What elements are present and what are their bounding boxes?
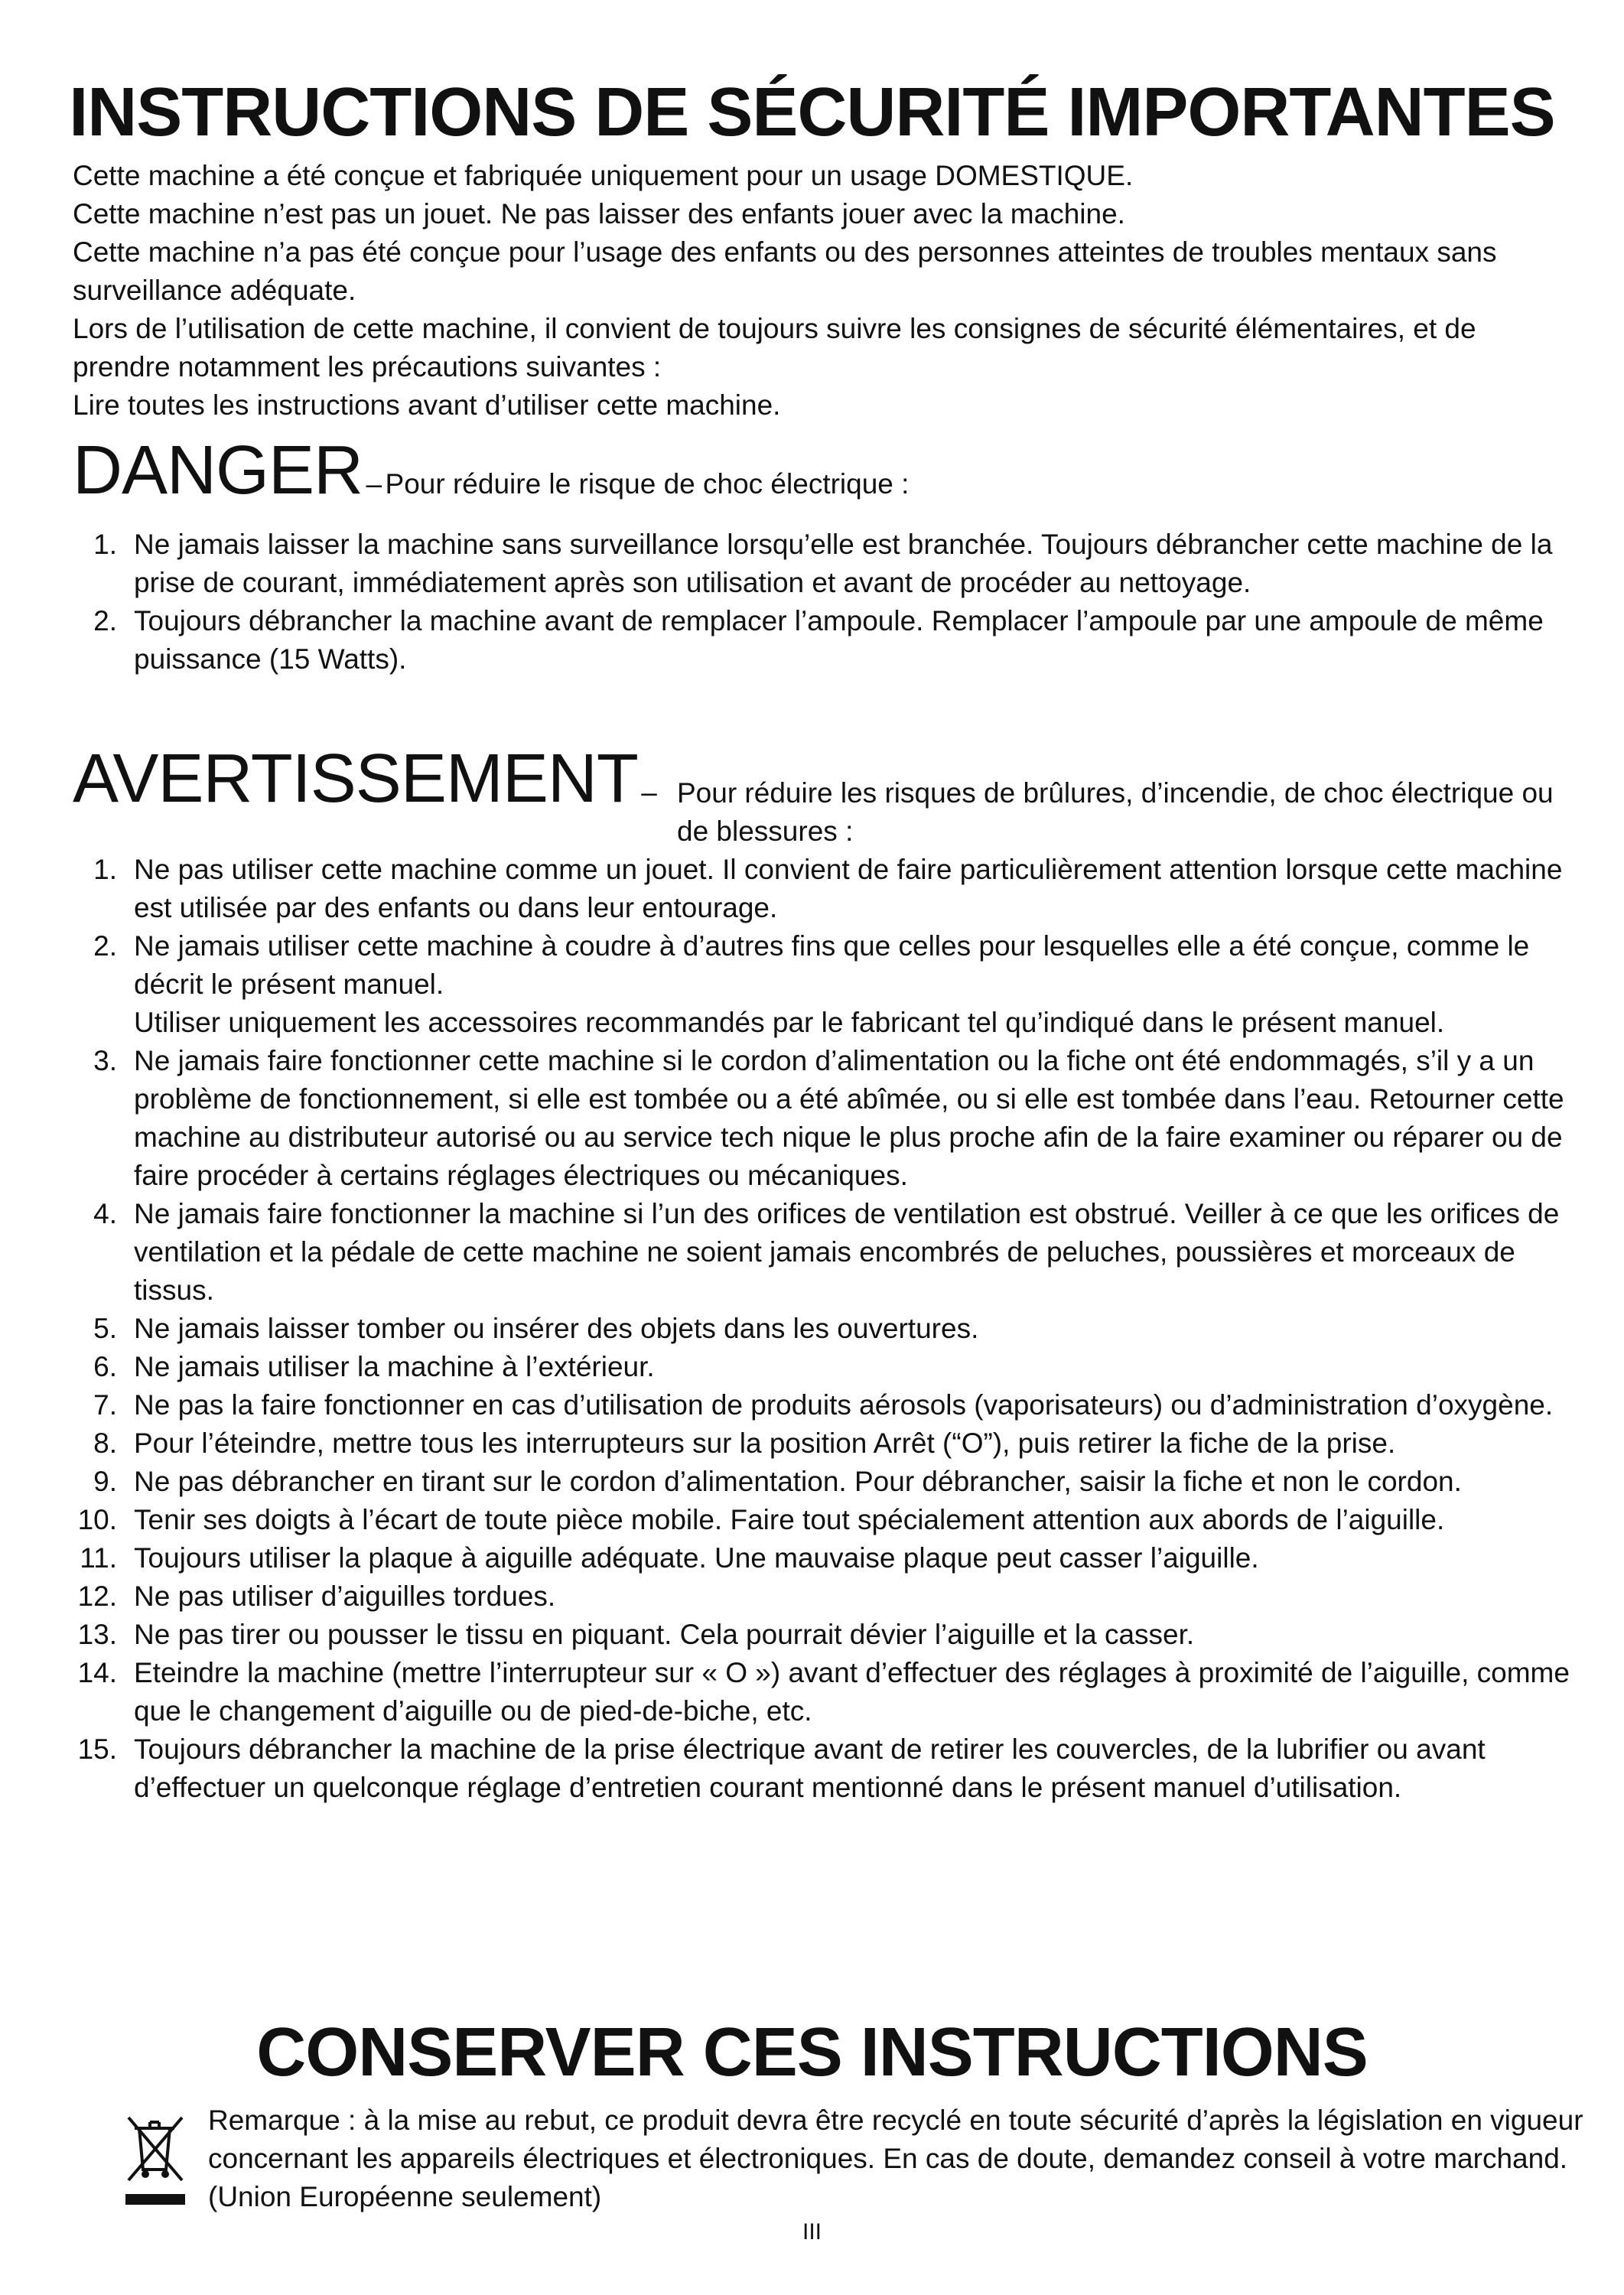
list-item — [73, 1463, 1580, 1501]
item-text: Ne jamais laisser tomber ou insérer des objets dans les ouvertures. — [134, 1313, 979, 1344]
warning-heading-row — [73, 741, 657, 817]
item-number: 7. — [93, 1389, 117, 1421]
list-item — [73, 1577, 1580, 1616]
list-item — [73, 602, 1580, 679]
item-number: 1. — [93, 529, 117, 560]
page-number: III — [802, 2219, 822, 2245]
warning-list — [73, 851, 1580, 1807]
item-number: 8. — [93, 1427, 117, 1459]
item-text: Ne jamais utiliser cette machine à coudre à d’autres fins que celles pour lesquelles elle a été conçue, comme le décrit le présent manuel. — [134, 930, 1530, 1000]
item-text: Toujours débrancher la machine avant de remplacer l’ampoule. Remplacer l’ampoule par une ampoule de même puissance (15 Watts). — [134, 605, 1544, 675]
item-number: 13. — [77, 1619, 117, 1650]
page-title: INSTRUCTIONS DE SÉCURITÉ IMPORTANTES — [69, 74, 1555, 151]
item-number: 14. — [77, 1657, 117, 1688]
item-text: Pour l’éteindre, mettre tous les interrupteurs sur la position Arrêt (“O”), puis retirer la fiche de la prise. — [134, 1427, 1396, 1459]
list-item — [73, 1386, 1580, 1424]
intro-line: Cette machine n’est pas un jouet. Ne pas laisser des enfants jouer avec la machine. — [73, 198, 1125, 230]
item-text: Ne pas utiliser cette machine comme un jouet. Il convient de faire particulièrement attention lorsque cette machine est utilisée par des enfants ou dans leur entourage. — [134, 854, 1563, 923]
item-text: Ne jamais utiliser la machine à l’extérieur. — [134, 1351, 655, 1382]
item-text: Ne pas tirer ou pousser le tissu en piquant. Cela pourrait dévier l’aiguille et la casser. — [134, 1619, 1195, 1650]
list-item — [73, 1424, 1580, 1463]
item-text: Toujours débrancher la machine de la prise électrique avant de retirer les couvercles, de la lubrifier ou avant d’effectuer un quelconque réglage d’entretien courant mentionné dans le présent manuel d’utilisation. — [134, 1733, 1486, 1803]
save-instructions-title: CONSERVER CES INSTRUCTIONS — [256, 2014, 1368, 2091]
danger-list — [73, 526, 1580, 679]
warning-heading: AVERTISSEMENT — [73, 741, 638, 817]
item-number: 15. — [77, 1733, 117, 1765]
item-text: Ne jamais faire fonctionner cette machine si le cordon d’alimentation ou la fiche ont été endommagés, s’il y a un problème de fonctionnement, si elle est tombée ou a été abîmée, ou si elle est tombée dans l’eau. Retourner cette machine au distributeur autorisé ou au service tech nique le plus proche afin de la faire examiner ou réparer ou de faire procéder à certains réglages électriques ou mécaniques. — [134, 1045, 1564, 1191]
warning-subtitle: Pour réduire les risques de brûlures, d’incendie, de choc électrique ou de blessures : — [677, 777, 1554, 847]
list-item — [73, 1539, 1580, 1577]
danger-dash: – — [366, 468, 382, 500]
disposal-remark: Remarque : à la mise au rebut, ce produit devra être recyclé en toute sécurité d’après la législation en vigueur concernant les appareils électriques et électroniques. En cas de doute, demandez conseil à votre marchand. (Union Européenne seulement) — [208, 2105, 1583, 2212]
list-item — [73, 1730, 1580, 1807]
danger-heading: DANGER — [73, 432, 363, 509]
item-text: Ne pas débrancher en tirant sur le cordon d’alimentation. Pour débrancher, saisir la fiche et non le cordon. — [134, 1466, 1462, 1497]
intro-line: Cette machine n’a pas été conçue pour l’usage des enfants ou des personnes atteintes de troubles mentaux sans surveillance adéquate. — [73, 236, 1497, 306]
intro-section — [73, 157, 1564, 425]
intro-line: Lors de l’utilisation de cette machine, il convient de toujours suivre les consignes de sécurité élémentaires, et de prendre notamment les précautions suivantes : — [73, 313, 1476, 382]
list-item — [73, 1616, 1580, 1654]
list-item — [73, 1348, 1580, 1386]
list-item — [73, 1654, 1580, 1730]
danger-subtitle: Pour réduire le risque de choc électrique : — [385, 468, 910, 500]
item-text: Ne pas la faire fonctionner en cas d’utilisation de produits aérosols (vaporisateurs) ou d’administration d’oxygène. — [134, 1389, 1554, 1421]
item-number: 11. — [80, 1542, 117, 1574]
item-text: Ne jamais laisser la machine sans surveillance lorsqu’elle est branchée. Toujours débrancher cette machine de la prise de courant, immédiatement après son utilisation et avant de procéder au nettoyage. — [134, 529, 1553, 598]
item-text: Ne jamais faire fonctionner la machine si l’un des orifices de ventilation est obstrué. Veiller à ce que les orifices de ventilation et la pédale de cette machine ne soient jamais encombrés de peluches, poussières et morceaux de tissus. — [134, 1198, 1560, 1306]
list-item — [73, 927, 1580, 1042]
item-number: 1. — [93, 854, 117, 885]
list-item — [73, 1042, 1580, 1195]
intro-line: Cette machine a été conçue et fabriquée uniquement pour un usage DOMESTIQUE. — [73, 160, 1134, 191]
item-text: Toujours utiliser la plaque à aiguille adéquate. Une mauvaise plaque peut casser l’aiguille. — [134, 1542, 1259, 1574]
intro-line: Lire toutes les instructions avant d’utiliser cette machine. — [73, 389, 781, 421]
item-number: 3. — [93, 1045, 117, 1076]
item-text: Ne pas utiliser d’aiguilles tordues. — [134, 1580, 556, 1612]
item-text: Tenir ses doigts à l’écart de toute pièce mobile. Faire tout spécialement attention aux abords de l’aiguille. — [134, 1504, 1445, 1535]
item-number: 2. — [93, 930, 117, 962]
list-item — [73, 851, 1580, 927]
item-number: 4. — [93, 1198, 117, 1229]
crossed-out-wheelie-bin-icon — [122, 2111, 188, 2211]
list-item — [73, 1501, 1580, 1539]
item-text: Eteindre la machine (mettre l’interrupteur sur « O ») avant d’effectuer des réglages à proximité de l’aiguille, comme que le changement d’aiguille ou de pied-de-biche, etc. — [134, 1657, 1570, 1727]
danger-heading-row — [73, 432, 909, 509]
item-number: 5. — [93, 1313, 117, 1344]
list-item — [73, 1310, 1580, 1348]
list-item — [73, 1195, 1580, 1310]
item-number: 2. — [93, 605, 117, 636]
warning-dash: – — [641, 776, 657, 808]
item-number: 12. — [77, 1580, 117, 1612]
item-number: 6. — [93, 1351, 117, 1382]
list-item — [73, 526, 1580, 602]
item-extra-text: Utiliser uniquement les accessoires recommandés par le fabricant tel qu’indiqué dans le présent manuel. — [134, 1007, 1445, 1038]
item-number: 9. — [93, 1466, 117, 1497]
item-number: 10. — [77, 1504, 117, 1535]
